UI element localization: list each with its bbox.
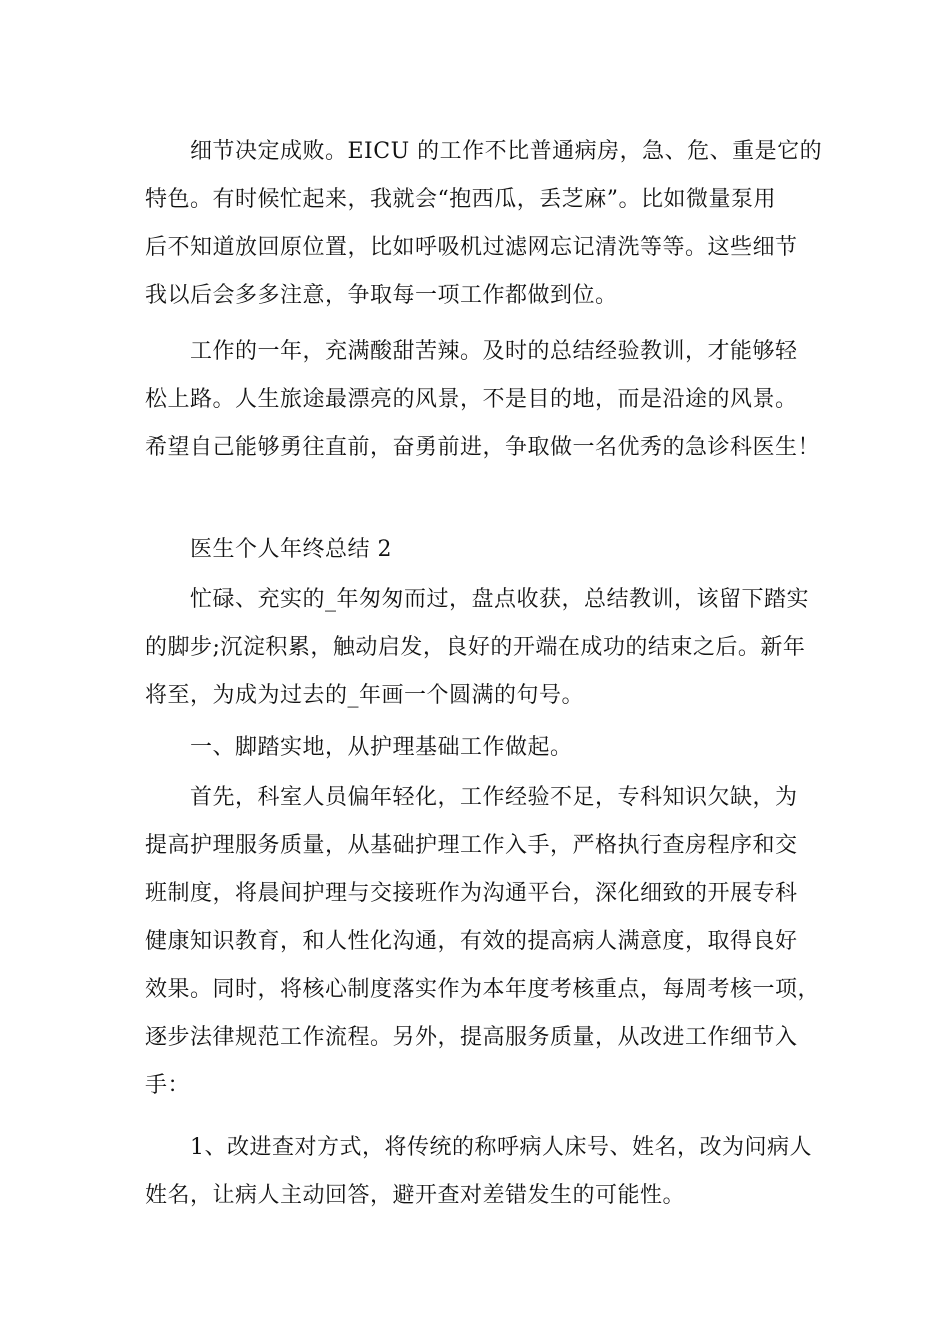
paragraph-4-line-5: 效果。同时，将核心制度落实作为本年度考核重点，每周考核一项， [145, 977, 821, 1002]
paragraph-5-line-2: 姓名，让病人主动回答，避开查对差错发生的可能性。 [145, 1183, 686, 1208]
paragraph-3-line-3: 将至，为成为过去的_年画一个圆满的句号。 [145, 683, 585, 708]
paragraph-1-line-1: 细节决定成败。EICU 的工作不比普通病房，急、危、重是它的 [190, 139, 823, 164]
paragraph-2-line-3: 希望自己能够勇往直前，奋勇前进，争取做一名优秀的急诊科医生！ [145, 435, 821, 460]
subheading-1: 一、脚踏实地，从护理基础工作做起。 [190, 735, 573, 760]
paragraph-1-line-3: 后不知道放回原位置，比如呼吸机过滤网忘记清洗等等。这些细节 [145, 235, 798, 260]
paragraph-3-line-2: 的脚步;沉淀积累，触动启发，良好的开端在成功的结束之后。新年 [145, 635, 806, 660]
paragraph-2-line-1: 工作的一年，充满酸甜苦辣。及时的总结经验教训，才能够轻 [190, 339, 798, 364]
section-heading: 医生个人年终总结 2 [190, 537, 392, 562]
paragraph-4-line-2: 提高护理服务质量，从基础护理工作入手，严格执行查房程序和交 [145, 833, 798, 858]
paragraph-4-line-7: 手： [145, 1073, 191, 1098]
paragraph-5-line-1: 1、改进查对方式，将传统的称呼病人床号、姓名，改为问病人 [190, 1135, 812, 1160]
paragraph-1-line-4: 我以后会多多注意，争取每一项工作都做到位。 [145, 283, 618, 308]
paragraph-4-line-6: 逐步法律规范工作流程。另外，提高服务质量，从改进工作细节入 [145, 1025, 798, 1050]
paragraph-1-line-2: 特色。有时候忙起来，我就会“抱西瓜，丢芝麻”。比如微量泵用 [145, 187, 776, 212]
paragraph-4-line-1: 首先，科室人员偏年轻化，工作经验不足，专科知识欠缺，为 [190, 785, 798, 810]
paragraph-3-line-1: 忙碌、充实的_年匆匆而过，盘点收获，总结教训，该留下踏实 [190, 587, 810, 612]
paragraph-4-line-3: 班制度，将晨间护理与交接班作为沟通平台，深化细致的开展专科 [145, 881, 798, 906]
paragraph-2-line-2: 松上路。人生旅途最漂亮的风景，不是目的地，而是沿途的风景。 [145, 387, 798, 412]
paragraph-4-line-4: 健康知识教育，和人性化沟通，有效的提高病人满意度，取得良好 [145, 929, 798, 954]
